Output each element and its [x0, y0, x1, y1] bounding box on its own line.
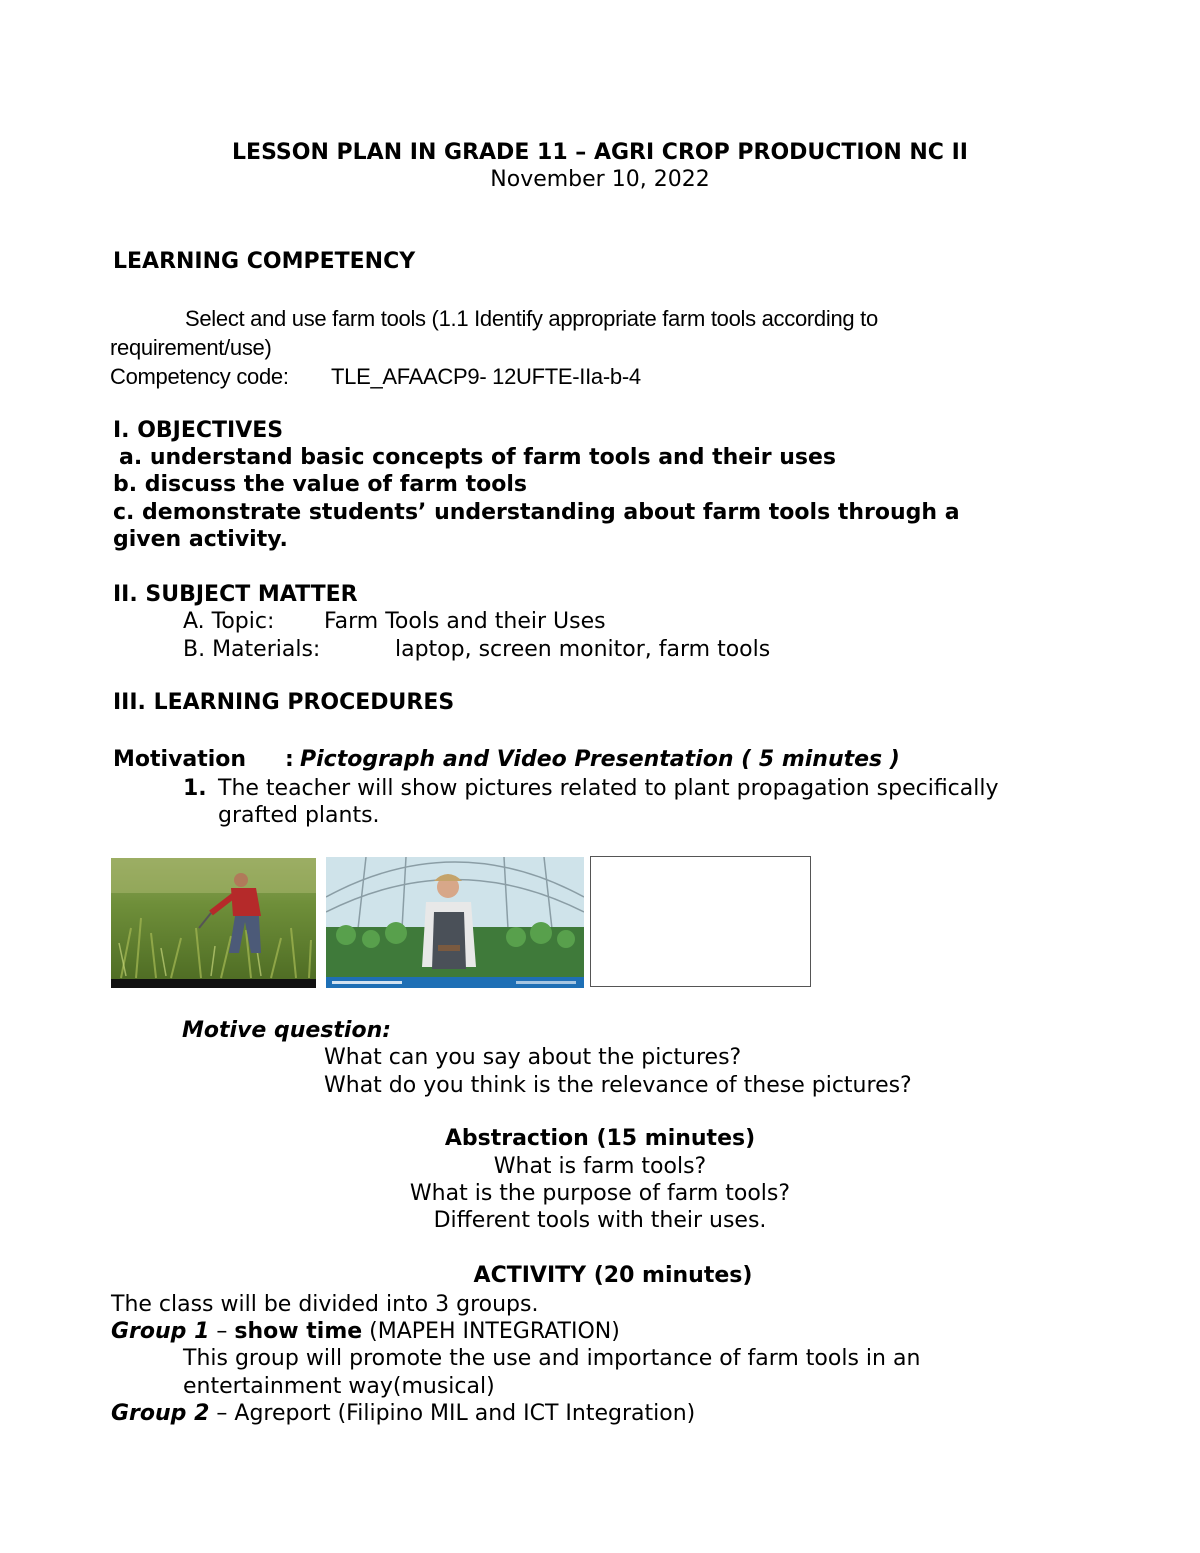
motive-question-1: What can you say about the pictures? — [324, 1045, 742, 1070]
motivation-colon: : — [285, 747, 294, 772]
motivation-label: Motivation — [113, 747, 247, 772]
abstraction-line-1: What is farm tools? — [493, 1154, 707, 1179]
activity-intro: The class will be divided into 3 groups. — [111, 1292, 539, 1317]
competency-text-line2: requirement/use) — [110, 335, 272, 360]
competency-code-value: TLE_AFAACP9- 12UFTE-IIa-b-4 — [331, 364, 641, 389]
group-1-line — [111, 1319, 620, 1345]
group-1-label: Group 1 — [111, 1319, 210, 1344]
step-line2: grafted plants. — [218, 803, 380, 828]
materials-label: B. Materials: — [183, 637, 321, 662]
subject-matter-heading: II. SUBJECT MATTER — [113, 582, 358, 607]
motive-question-2: What do you think is the relevance of these pictures? — [324, 1073, 912, 1098]
group-2-label: Group 2 — [111, 1401, 210, 1426]
objective-c-line1: c. demonstrate students’ understanding about farm tools through a — [113, 500, 960, 525]
group-2-line — [111, 1401, 695, 1427]
objective-a: a. understand basic concepts of farm tools and their uses — [119, 445, 837, 470]
topic-label: A. Topic: — [183, 609, 275, 634]
gardener-greenhouse-photo — [326, 857, 584, 988]
document-date: November 10, 2022 — [490, 167, 710, 192]
group-1-tag: (MAPEH INTEGRATION) — [362, 1319, 620, 1344]
document-title: LESSON PLAN IN GRADE 11 – AGRI CROP PRODUCTION NC II — [232, 140, 968, 165]
man-cutting-grass-photo — [111, 858, 316, 988]
abstraction-heading: Abstraction (15 minutes) — [444, 1126, 756, 1151]
materials-value: laptop, screen monitor, farm tools — [395, 637, 771, 662]
topic-value: Farm Tools and their Uses — [324, 609, 606, 634]
group-1-dash: – — [209, 1319, 235, 1344]
competency-text-line1: Select and use farm tools (1.1 Identify appropriate farm tools according to — [185, 306, 878, 331]
objective-b: b. discuss the value of farm tools — [113, 472, 528, 497]
motive-heading: Motive question: — [182, 1018, 392, 1043]
group-1-desc-line1: This group will promote the use and importance of farm tools in an — [183, 1346, 921, 1371]
procedures-heading: III. LEARNING PROCEDURES — [113, 690, 455, 715]
blank-picture-frame — [590, 856, 811, 987]
group-1-title: show time — [234, 1319, 363, 1344]
motivation-title: Pictograph and Video Presentation ( 5 minutes ) — [300, 747, 900, 772]
step-line1: The teacher will show pictures related to plant propagation specifically — [218, 776, 999, 801]
group-1-desc-line2: entertainment way(musical) — [183, 1374, 495, 1399]
step-number: 1. — [183, 776, 207, 801]
abstraction-line-2: What is the purpose of farm tools? — [409, 1181, 791, 1206]
objectives-heading: I. OBJECTIVES — [113, 418, 284, 443]
objective-c-line2: given activity. — [113, 527, 288, 552]
activity-heading: ACTIVITY (20 minutes) — [473, 1263, 753, 1288]
group-2-rest: – Agreport (Filipino MIL and ICT Integration) — [209, 1401, 696, 1426]
competency-code-label: Competency code: — [110, 364, 289, 389]
abstraction-line-3: Different tools with their uses. — [433, 1208, 767, 1233]
competency-heading: LEARNING COMPETENCY — [113, 249, 416, 274]
